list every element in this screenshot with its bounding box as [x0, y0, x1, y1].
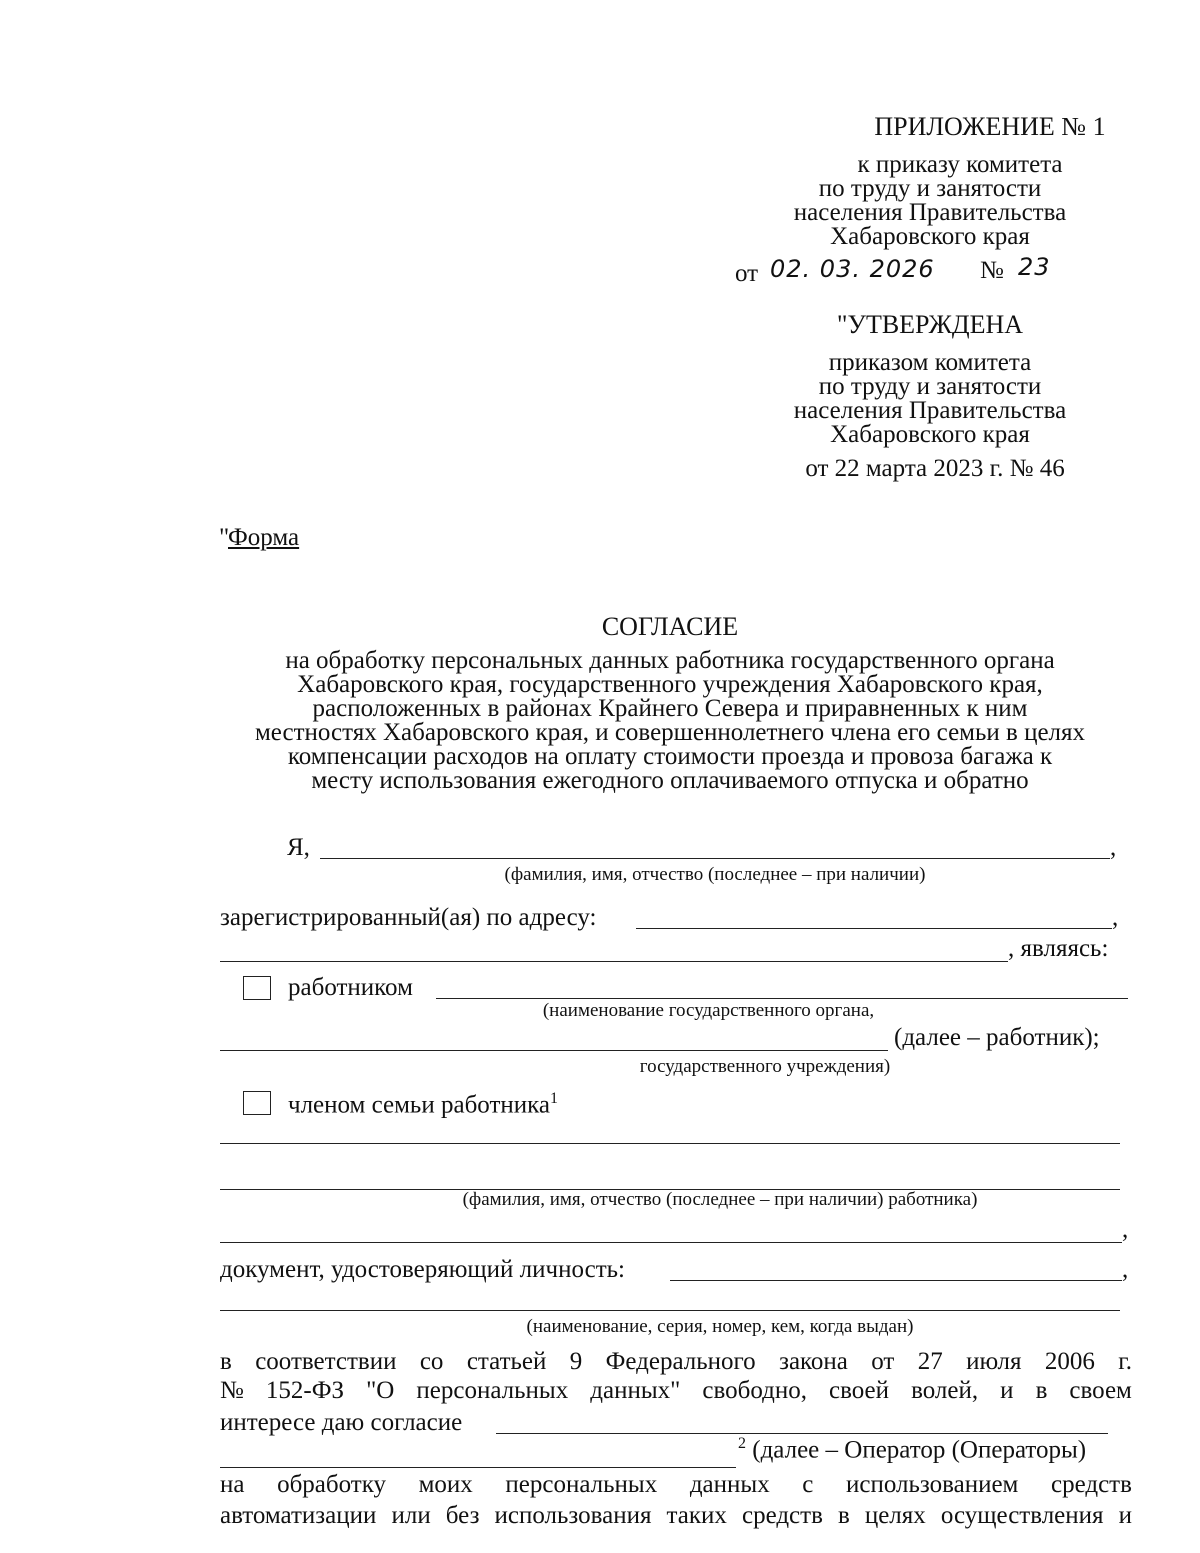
- consent-subtitle-line-4: местностях Хабаровского края, и совершеннолетнего члена его семьи в целях: [254, 719, 1086, 746]
- id-doc-underline-1[interactable]: [670, 1280, 1122, 1281]
- appendix-line-1: к приказу комитета: [857, 151, 1063, 178]
- operator-underline-1[interactable]: [496, 1433, 1108, 1434]
- paragraph-line-1: в соответствии со статьей 9 Федерального закона от 27 июля 2006 г.: [220, 1348, 1132, 1375]
- fio-comma: ,: [1110, 834, 1117, 861]
- employee-fio-caption: (фамилия, имя, отчество (последнее – при наличии) работника): [462, 1189, 978, 1210]
- footnote-1: 1: [550, 1090, 558, 1107]
- consent-subtitle-line-1: на обработку персональных данных работника государственного органа: [285, 647, 1055, 674]
- address-label: зарегистрированный(ая) по адресу:: [220, 904, 597, 931]
- consent-subtitle-line-5: компенсации расходов на оплату стоимости проезда и провоза багажа к: [287, 743, 1053, 770]
- approved-title: "УТВЕРЖДЕНА: [836, 310, 1024, 339]
- consent-label: интересе даю согласие: [220, 1409, 463, 1436]
- approved-line-4: Хабаровского края: [830, 421, 1030, 448]
- org-underline-2[interactable]: [220, 1050, 888, 1051]
- id-doc-label: документ, удостоверяющий личность:: [220, 1256, 625, 1283]
- appendix-number-prefix: №: [980, 257, 1004, 284]
- institution-caption: государственного учреждения): [639, 1056, 891, 1077]
- form-label-quote: ": [219, 524, 230, 551]
- appendix-line-2: по труду и занятости: [818, 175, 1042, 202]
- id-doc-caption: (наименование, серия, номер, кем, когда выдан): [526, 1316, 914, 1337]
- employee-fio-comma: ,: [1122, 1216, 1129, 1243]
- operator-text: $^2$ (далее – Оператор (Операторы): [738, 1435, 1087, 1464]
- consent-subtitle-line-2: Хабаровского края, государственного учреждения Хабаровского края,: [297, 671, 1043, 698]
- appendix-date-prefix: от: [735, 260, 759, 287]
- paragraph-line-6: автоматизации или без использования таких средств в целях осуществления и: [220, 1502, 1132, 1529]
- being-label: , являясь:: [1008, 935, 1109, 962]
- address-comma: ,: [1112, 904, 1119, 931]
- id-doc-underline-2[interactable]: [220, 1310, 1120, 1311]
- approved-line-1: приказом комитета: [828, 349, 1032, 376]
- employee-option-label: работником: [288, 974, 413, 1001]
- fio-caption: (фамилия, имя, отчество (последнее – при наличии): [504, 864, 926, 885]
- form-label: Форма: [228, 524, 300, 551]
- paragraph-line-5: на обработку моих персональных данных с использованием средств: [220, 1471, 1132, 1498]
- employee-fio-underline-1[interactable]: [220, 1143, 1120, 1144]
- operator-underline-2[interactable]: [220, 1467, 736, 1468]
- fio-underline[interactable]: [320, 858, 1110, 859]
- approved-line-3: населения Правительства: [793, 397, 1067, 424]
- footnote-2: 2: [738, 1435, 746, 1452]
- id-doc-comma: ,: [1122, 1256, 1129, 1283]
- appendix-number-handwritten: 23: [1018, 253, 1051, 281]
- employee-fio-underline-3[interactable]: [220, 1242, 1122, 1243]
- address-underline-1[interactable]: [636, 928, 1112, 929]
- consent-subtitle-line-6: месту использования ежегодного оплачиваемого отпуска и обратно: [311, 767, 1029, 794]
- address-underline-2[interactable]: [220, 961, 1008, 962]
- further-employee: (далее – работник);: [894, 1024, 1100, 1051]
- appendix-line-4: Хабаровского края: [830, 223, 1030, 250]
- family-option-label: членом семьи работника$^1$: [288, 1090, 558, 1119]
- org-underline-1[interactable]: [436, 998, 1128, 999]
- consent-subtitle-line-3: расположенных в районах Крайнего Севера и приравненных к ним: [312, 695, 1028, 722]
- org-caption: (наименование государственного органа,: [542, 1000, 875, 1021]
- appendix-date-handwritten: 02. 03. 2026: [770, 255, 935, 283]
- paragraph-line-2: № 152-ФЗ "О персональных данных" свободно, своей волей, и в своем: [220, 1377, 1132, 1404]
- employee-checkbox[interactable]: [243, 976, 271, 1000]
- approved-date-line: от 22 марта 2023 г. № 46: [805, 455, 1065, 482]
- appendix-line-3: населения Правительства: [793, 199, 1067, 226]
- appendix-title: ПРИЛОЖЕНИЕ № 1: [874, 112, 1106, 141]
- approved-line-2: по труду и занятости: [818, 373, 1042, 400]
- family-member-checkbox[interactable]: [243, 1091, 271, 1115]
- i-label: Я,: [287, 834, 310, 861]
- consent-title: СОГЛАСИЕ: [601, 612, 739, 641]
